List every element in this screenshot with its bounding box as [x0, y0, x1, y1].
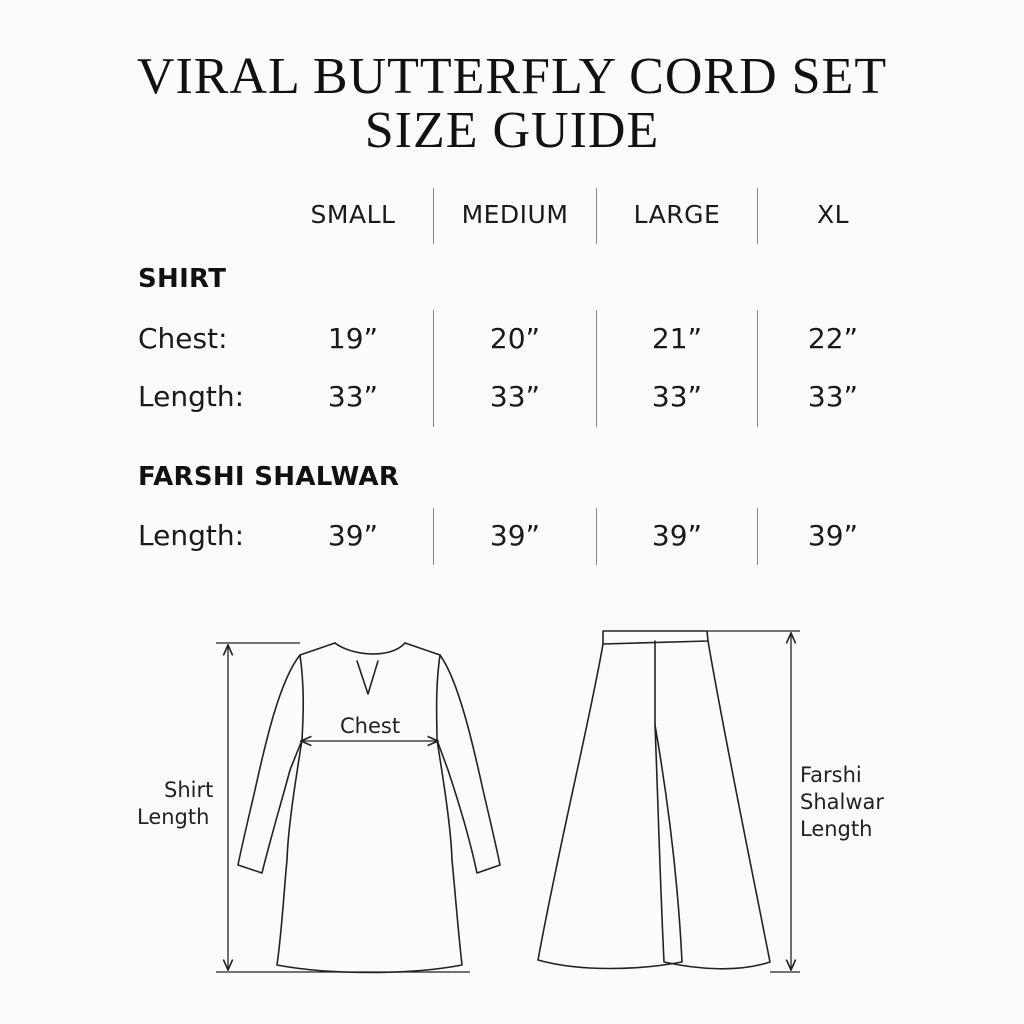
section-title-farshi-shalwar: FARSHI SHALWAR	[138, 462, 400, 492]
shalwar-length-label-line-3: Length	[800, 817, 873, 841]
page-title-line-2: SIZE GUIDE	[364, 102, 660, 159]
shirt-length-dimension	[216, 643, 470, 972]
cell-shirt-chest-small: 19”	[327, 322, 379, 355]
section-title-shirt: SHIRT	[138, 264, 227, 294]
column-header-xl: XL	[816, 200, 850, 229]
cell-shalwar-length-large: 39”	[651, 519, 703, 552]
cell-shalwar-length-medium: 39”	[489, 519, 541, 552]
cell-shirt-length-small: 33”	[327, 380, 379, 413]
shalwar-length-label-line-2: Shalwar	[800, 790, 885, 814]
row-label-shirt-length: Length:	[138, 380, 245, 413]
cell-shirt-chest-medium: 20”	[489, 322, 541, 355]
chest-label: Chest	[340, 714, 401, 738]
shalwar-length-dimension	[707, 631, 800, 972]
cell-shirt-length-xl: 33”	[807, 380, 859, 413]
row-label-shirt-chest: Chest:	[138, 322, 228, 355]
column-header-large: LARGE	[633, 200, 721, 229]
page-title-line-1: VIRAL BUTTERFLY CORD SET	[136, 48, 888, 105]
cell-shirt-chest-xl: 22”	[807, 322, 859, 355]
cell-shalwar-length-small: 39”	[327, 519, 379, 552]
cell-shalwar-length-xl: 39”	[807, 519, 859, 552]
cell-shirt-length-medium: 33”	[489, 380, 541, 413]
shirt-outline-icon	[238, 643, 500, 973]
shirt-length-label-line-1: Shirt	[164, 778, 214, 802]
shalwar-length-label-line-1: Farshi	[800, 763, 862, 787]
cell-shirt-length-large: 33”	[651, 380, 703, 413]
column-header-small: SMALL	[310, 200, 396, 229]
trouser-outline-icon	[538, 631, 770, 969]
column-header-medium: MEDIUM	[461, 200, 569, 229]
cell-shirt-chest-large: 21”	[651, 322, 703, 355]
row-label-shalwar-length: Length:	[138, 519, 245, 552]
shirt-length-label-line-2: Length	[137, 805, 210, 829]
